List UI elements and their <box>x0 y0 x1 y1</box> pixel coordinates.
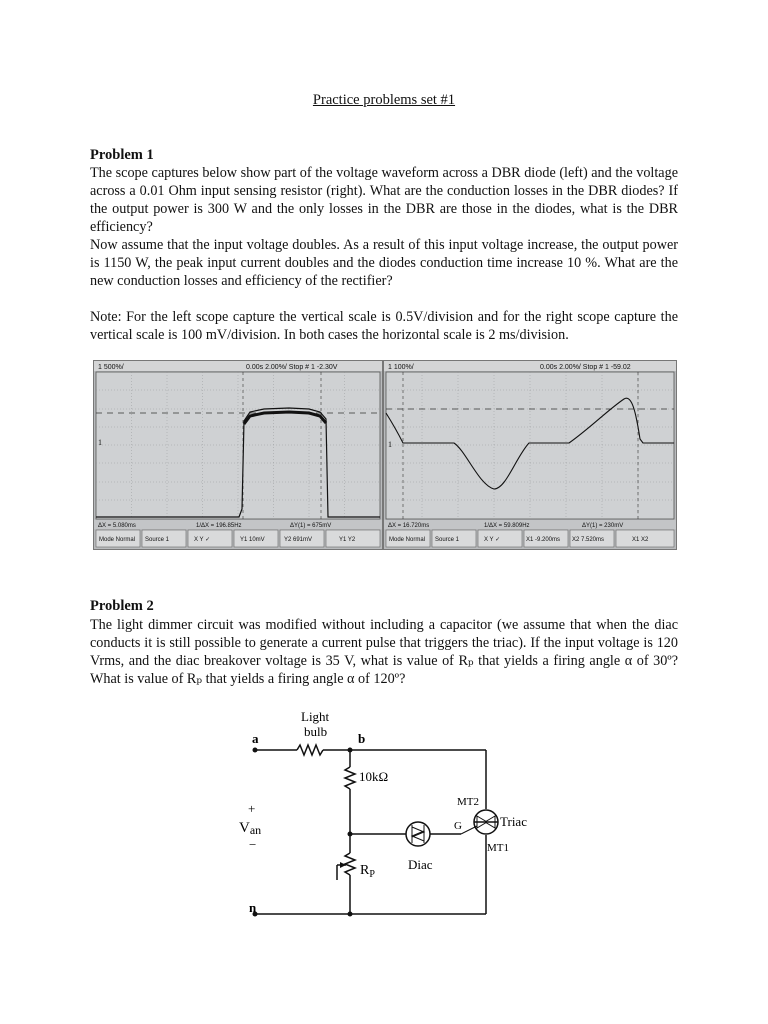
problem-1-heading: Problem 1 <box>90 147 154 163</box>
scope-right-softkey-xy: X Y ✓ <box>484 537 501 543</box>
diac-label: Diac <box>408 857 433 872</box>
scope-right-softkey-x1x2: X1 X2 <box>632 537 649 543</box>
scope-capture-right <box>383 360 677 550</box>
page-title: Practice problems set #1 <box>312 92 456 108</box>
scope-left-softkey-source: Source 1 <box>145 537 170 543</box>
scope-right-softkey-x2: X2 7.520ms <box>572 537 605 543</box>
node-a-label: a <box>252 731 259 746</box>
scope-left-scale: 1 500%/ <box>98 364 124 371</box>
scope-left-softkey-y1y2: Y1 Y2 <box>339 537 356 543</box>
mt1-label: MT1 <box>487 842 509 854</box>
scope-left-timebase: 0.00s 2.00%/ Stop # 1 -2.30V <box>246 364 338 371</box>
van-plus-label: + <box>248 801 256 816</box>
scope-right-scale: 1 100%/ <box>388 364 414 371</box>
node-n-label: n <box>249 900 257 915</box>
light-bulb-label-line2: bulb <box>304 724 328 739</box>
scope-left-softkey-xy: X Y ✓ <box>194 537 211 543</box>
rp-label: $R_P$ <box>360 863 375 880</box>
problem-1-paragraph-2: Now assume that the input voltage doubles. As a result of this input voltage increase, the output power is 1150 W, the peak input current doubles and the diodes conduction time increase 10 %. What are the new conduction losses and efficiency of the rectifier? <box>90 237 678 289</box>
scope-right-softkey-x1: X1 -9.200ms <box>526 537 561 543</box>
svg-text:1: 1 <box>388 440 392 449</box>
resistor-10k-label: 10kΩ <box>359 769 389 784</box>
light-dimmer-circuit <box>225 705 545 940</box>
problem-1-paragraph-1: The scope captures below show part of the voltage waveform across a DBR diode (left) and the voltage across a 0.01 Ohm input sensing resistor (right). What are the conduction losses in the DBR diodes? If the output power is 300 W and the only losses in the DBR are those in the diodes, what is the DBR efficiency? <box>90 165 678 235</box>
node-b-label: b <box>358 731 366 746</box>
scope-left-softkey-mode: Mode Normal <box>99 537 136 543</box>
scope-left-readout-dx: ΔX = 5.080ms <box>98 523 136 529</box>
scope-right-timebase: 0.00s 2.00%/ Stop # 1 -59.02 <box>540 364 631 371</box>
problem-2-text <box>90 616 678 688</box>
gate-label: G <box>454 820 462 832</box>
scope-right-readout-dy: ΔY(1) = 230mV <box>582 523 624 529</box>
problem-1-note <box>90 308 678 344</box>
problem-2-heading: Problem 2 <box>90 598 154 614</box>
scope-right-readout-dx: ΔX = 16.720ms <box>388 523 430 529</box>
problem-1-text <box>90 164 678 290</box>
problem-2-paragraph: The light dimmer circuit was modified without including a capacitor (we assume that when the diac conducts it is still possible to generate a current pulse that triggers the triac). If the input voltage is 120 Vrms, and the diac breakover voltage is 35 V, what is value of Rₚ that yields a firing angle α of 30º? What is value of Rₚ that yields a firing angle α of 120º? <box>90 617 678 687</box>
scope-left-readout-freq: 1/ΔX = 196.85Hz <box>196 523 242 529</box>
triac-label: Triac <box>500 814 527 829</box>
scope-left-softkey-y1: Y1 10mV <box>240 537 265 543</box>
van-minus-label: − <box>249 837 257 852</box>
note-text: Note: For the left scope capture the vertical scale is 0.5V/division and for the right scope capture the vertical scale is 100 mV/division. In both cases the horizontal scale is 2 ms/division. <box>90 309 678 343</box>
scope-capture-left <box>93 360 383 550</box>
scope-left-readout-dy: ΔY(1) = 675mV <box>290 523 332 529</box>
mt2-label: MT2 <box>457 796 479 808</box>
scope-left-softkey-y2: Y2 691mV <box>284 537 313 543</box>
scope-right-softkey-mode: Mode Normal <box>389 537 426 543</box>
scope-right-readout-freq: 1/ΔX = 59.809Hz <box>484 523 530 529</box>
light-bulb-label-line1: Light <box>301 709 330 724</box>
van-label: Van <box>239 820 262 837</box>
scope-right-softkey-source: Source 1 <box>435 537 460 543</box>
svg-text:1: 1 <box>98 438 102 447</box>
